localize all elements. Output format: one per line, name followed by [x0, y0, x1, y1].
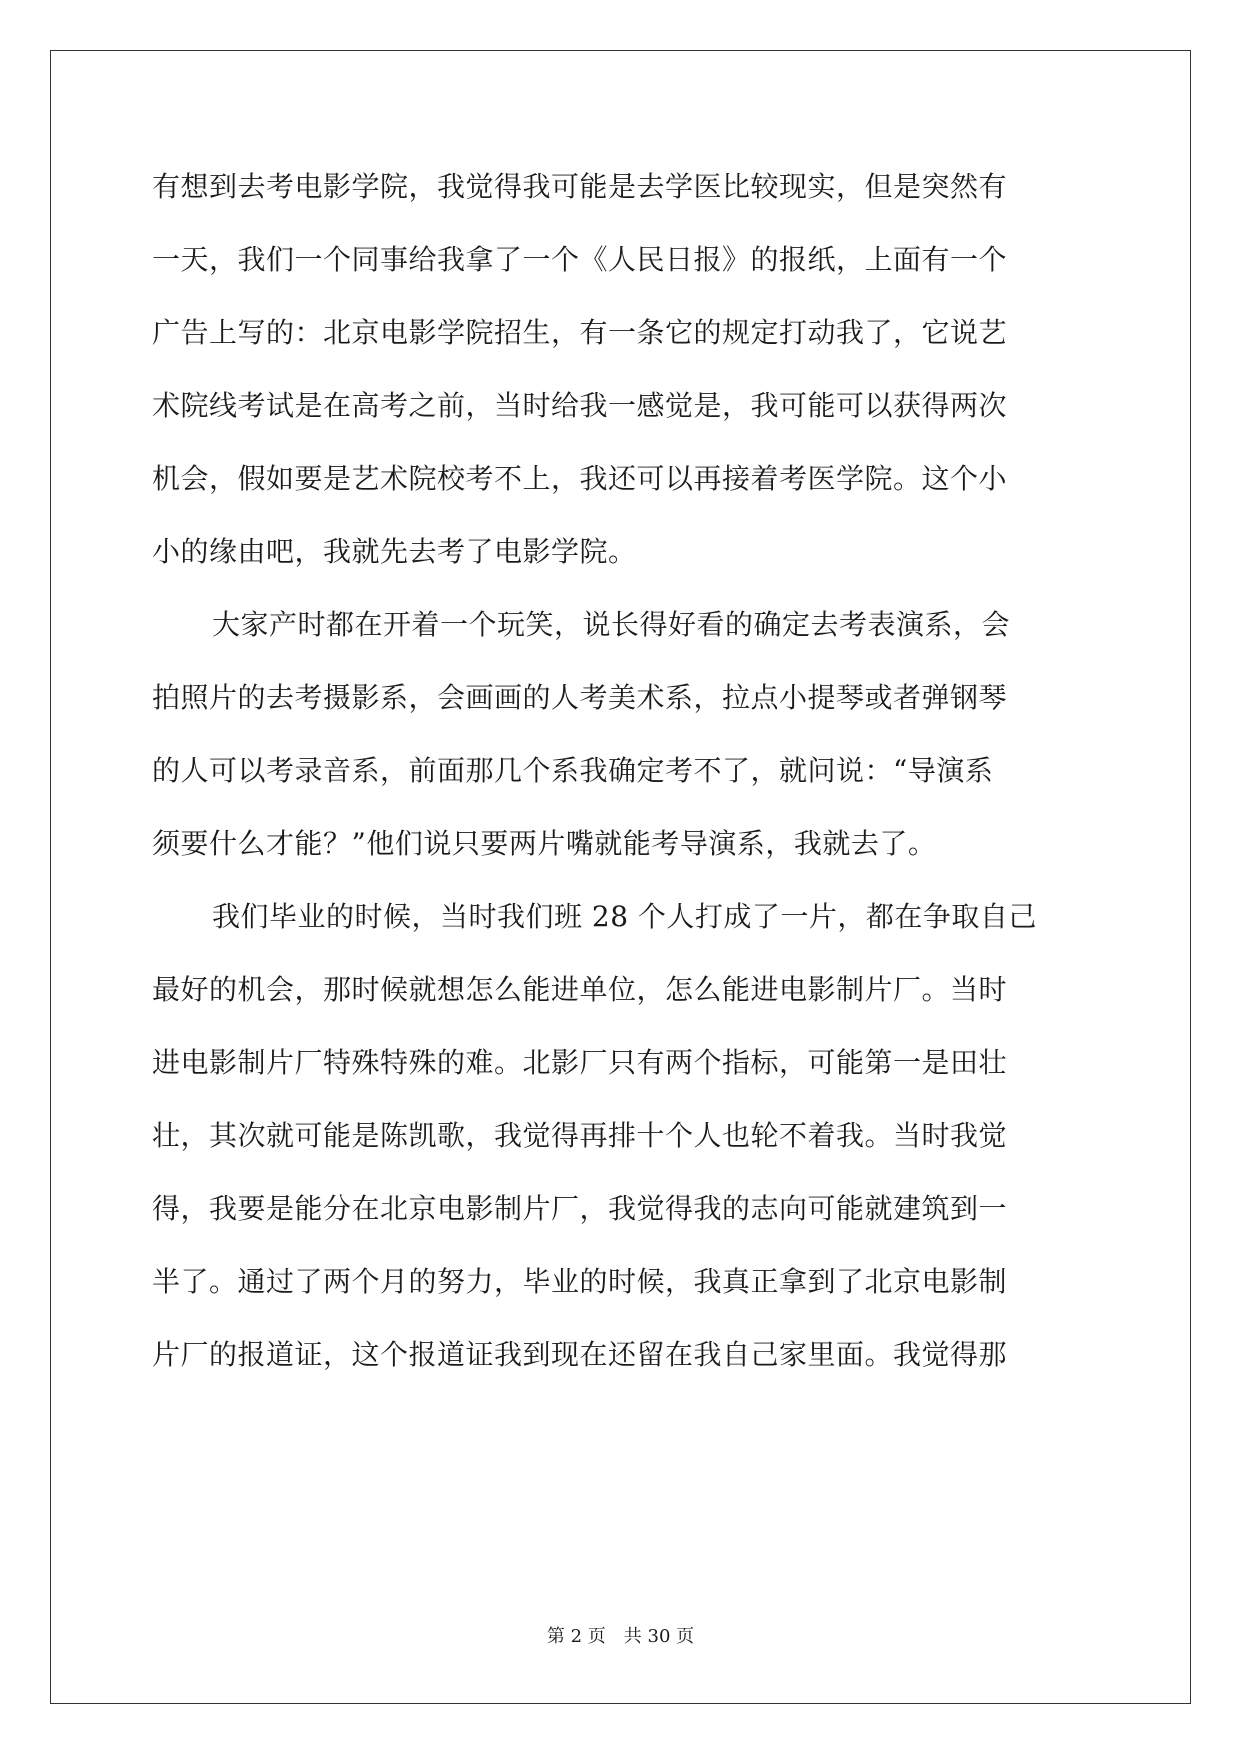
text-line: 小的缘由吧，我就先去考了电影学院。	[152, 535, 637, 568]
text-line: 我们毕业的时候，当时我们班 28 个人打成了一片，都在争取自己	[212, 900, 1037, 933]
text-line: 最好的机会，那时候就想怎么能进单位，怎么能进电影制片厂。当时	[152, 973, 1008, 1006]
text-line: 的人可以考录音系，前面那几个系我确定考不了，就问说：“导演系	[152, 754, 994, 787]
text-line: 半了。通过了两个月的努力，毕业的时候，我真正拿到了北京电影制	[152, 1265, 1008, 1298]
text-line: 有想到去考电影学院，我觉得我可能是去学医比较现实，但是突然有	[152, 170, 1008, 203]
text-line: 广告上写的：北京电影学院招生，有一条它的规定打动我了，它说艺	[152, 316, 1008, 349]
text-line: 术院线考试是在高考之前，当时给我一感觉是，我可能可以获得两次	[152, 389, 1008, 422]
text-line: 机会，假如要是艺术院校考不上，我还可以再接着考医学院。这个小	[152, 462, 1008, 495]
text-line: 须要什么才能？”他们说只要两片嘴就能考导演系，我就去了。	[152, 827, 937, 860]
body-text	[152, 150, 1087, 1391]
text-line: 进电影制片厂特殊特殊的难。北影厂只有两个指标，可能第一是田壮	[152, 1046, 1008, 1079]
text-line: 大家产时都在开着一个玩笑，说长得好看的确定去考表演系，会	[212, 608, 1011, 641]
text-line: 得，我要是能分在北京电影制片厂，我觉得我的志向可能就建筑到一	[152, 1192, 1008, 1225]
page-footer: 第 2 页 共 30 页	[546, 1626, 695, 1647]
text-line: 片厂的报道证，这个报道证我到现在还留在我自己家里面。我觉得那	[152, 1338, 1008, 1371]
text-line: 一天，我们一个同事给我拿了一个《人民日报》的报纸，上面有一个	[152, 243, 1008, 276]
text-line: 壮，其次就可能是陈凯歌，我觉得再排十个人也轮不着我。当时我觉	[152, 1119, 1008, 1152]
text-line: 拍照片的去考摄影系，会画画的人考美术系，拉点小提琴或者弹钢琴	[152, 681, 1008, 714]
